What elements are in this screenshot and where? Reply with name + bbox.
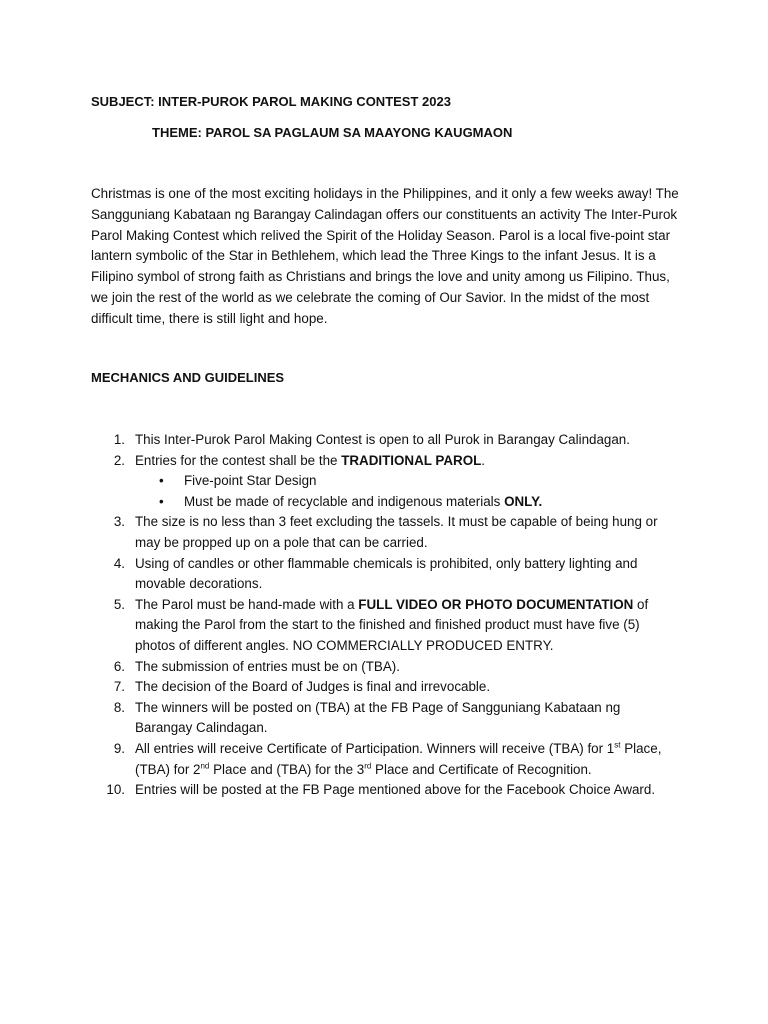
rule-text: . bbox=[481, 452, 486, 468]
mechanics-heading: MECHANICS AND GUIDELINES bbox=[91, 370, 285, 385]
rule-item bbox=[91, 677, 681, 698]
rule-text: This Inter-Purok Parol Making Contest is open to all Purok in Barangay Calindagan. bbox=[135, 432, 630, 447]
rule-item bbox=[91, 554, 681, 595]
rule-emphasis: TRADITIONAL PAROL bbox=[341, 452, 482, 468]
rule-text: Entries will be posted at the FB Page mentioned above for the Facebook Choice Award. bbox=[135, 782, 656, 798]
sub-item-text: Five-point Star Design bbox=[184, 473, 317, 489]
intro-paragraph: Christmas is one of the most exciting holidays in the Philippines, and it only a few weeks away! The Sangguniang Kabataan ng Barangay Calindagan offers our constituents an activity The Inter-Purok Parol Making Contest which relived the Spirit of the Holiday Season. Parol is a local five-point star lantern symbolic of the Star in Bethlehem, which lead the Three Kings to the infant Jesus. It is a Filipino symbol of strong faith as Christians and brings the love and unity among us Filipino. Thus, we join the rest of the world as we celebrate the coming of Our Savior. In the midst of the most difficult time, there is still light and hope. bbox=[91, 186, 679, 326]
ordinal-suffix: nd bbox=[200, 761, 210, 771]
rule-text: All entries will receive Certificate of Participation. Winners will receive (TBA) for 1 bbox=[135, 740, 615, 756]
rule-text: Place and Certificate of Recognition. bbox=[371, 761, 592, 777]
rule-number: 7. bbox=[113, 679, 125, 695]
rule-number: 5. bbox=[113, 596, 125, 612]
rules-list bbox=[91, 430, 681, 801]
sub-item bbox=[135, 471, 681, 492]
rule-item bbox=[91, 780, 681, 801]
sub-item bbox=[135, 492, 681, 513]
rule-number: 6. bbox=[113, 658, 125, 674]
rule-text: Using of candles or other flammable chemicals is prohibited, only battery lighting and movable decorations. bbox=[135, 555, 638, 592]
rule-number: 2. bbox=[113, 452, 125, 468]
rule-item bbox=[91, 739, 681, 780]
rule-number: 9. bbox=[113, 740, 125, 756]
rule-item bbox=[91, 451, 681, 513]
rule-item bbox=[91, 698, 681, 739]
rule-number: 8. bbox=[113, 699, 125, 715]
rule-item bbox=[91, 512, 681, 553]
rule-item bbox=[91, 595, 681, 657]
rule-number: 4. bbox=[113, 555, 125, 571]
rule-item bbox=[91, 430, 681, 451]
rule-text: Entries for the contest shall be the bbox=[135, 452, 342, 468]
sub-item-text: Must be made of recyclable and indigenous materials bbox=[184, 493, 505, 509]
rule-text: Place and (TBA) for the 3 bbox=[209, 761, 365, 777]
rule-emphasis: FULL VIDEO OR PHOTO DOCUMENTATION bbox=[358, 596, 634, 612]
rule-emphasis: ONLY. bbox=[504, 493, 543, 509]
theme-heading: THEME: PAROL SA PAGLAUM SA MAAYONG KAUGMAON bbox=[152, 125, 513, 140]
subject-heading: SUBJECT: INTER-PUROK PAROL MAKING CONTEST 2023 bbox=[91, 94, 451, 109]
rule-item bbox=[91, 657, 681, 678]
rule-text: The submission of entries must be on (TBA). bbox=[135, 658, 400, 674]
rule-text: Place, (TBA) for 2 bbox=[135, 740, 662, 777]
rule-text: of making the Parol from the start to the finished and finished product must have five (5) photos of different angles. NO COMMERCIALLY PRODUCED ENTRY. bbox=[135, 596, 649, 653]
rule-number: 10. bbox=[106, 782, 125, 798]
rule-text: The winners will be posted on (TBA) at the FB Page of Sangguniang Kabataan ng Barangay Calindagan. bbox=[135, 699, 621, 736]
bullet-icon: • bbox=[159, 493, 164, 509]
ordinal-suffix: rd bbox=[364, 761, 372, 771]
rule-number: 3. bbox=[113, 514, 125, 530]
rule-text: The Parol must be hand-made with a bbox=[135, 596, 359, 612]
sub-list bbox=[135, 471, 681, 512]
ordinal-suffix: st bbox=[614, 740, 621, 750]
rule-number: 1. bbox=[113, 432, 125, 447]
rule-text: The decision of the Board of Judges is final and irrevocable. bbox=[135, 679, 491, 695]
rule-text: The size is no less than 3 feet excluding the tassels. It must be capable of being hung or may be propped up on a pole that can be carried. bbox=[135, 514, 658, 550]
bullet-icon: • bbox=[159, 473, 164, 489]
